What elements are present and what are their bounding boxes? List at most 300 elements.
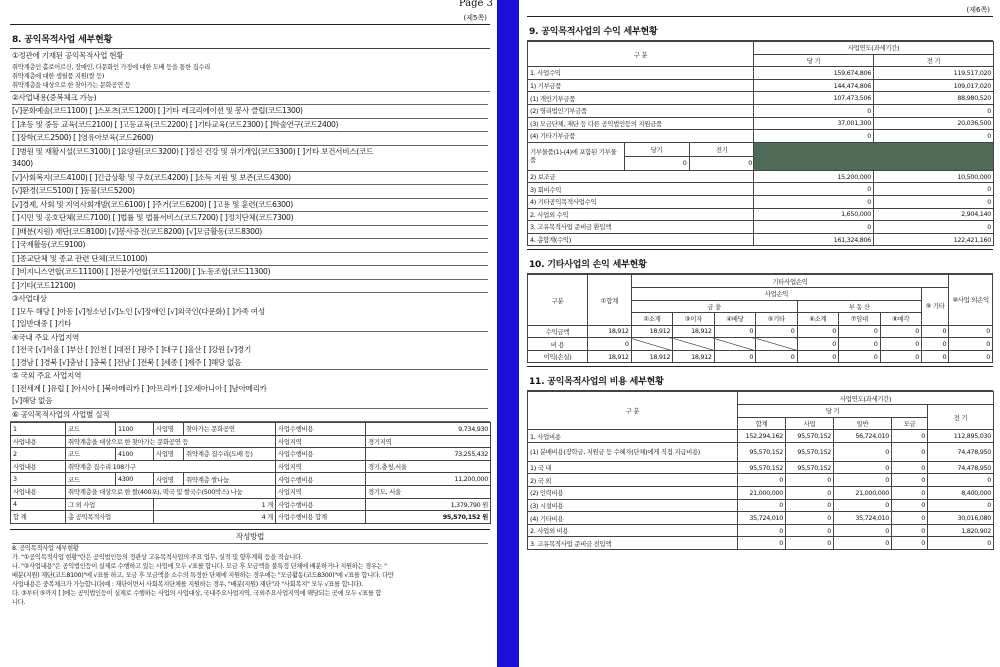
s2-line: [ ]국제활동(코드9100) (12, 239, 488, 253)
cell-value: 0 (756, 325, 797, 338)
project-no: 2 (11, 448, 66, 461)
cell-value: 0 (921, 338, 948, 351)
s2-line: [ ]배분(지원) 재단(코드8100) [√]봉사증진(코드8200) [√]모금활동(코드8300) (12, 226, 488, 240)
blue-divider (497, 0, 519, 667)
sub-header: ②소계 (631, 313, 672, 326)
row-label: 1. 사업수익 (528, 67, 754, 80)
content-label: 사업내용 (11, 485, 66, 498)
table-row (11, 485, 491, 498)
project-code: 4100 (116, 448, 154, 461)
cell-value: 0 (892, 442, 928, 461)
cur-value: 0 (754, 195, 874, 208)
cell-value: 18,912 (673, 350, 714, 363)
shaded-cell (754, 142, 994, 170)
row-label: 비 용 (528, 338, 588, 351)
kind-header: 구 분 (528, 42, 754, 67)
guide-block (10, 529, 490, 609)
cell-value: 0 (892, 537, 928, 550)
project-content: 취약계층을 대상으로 한 쌀(400포), 떡국 및 쌀국수(500박스) 나눔 (66, 485, 276, 498)
s6-title: ⑥ 공익목적사업의 사업별 실적 (10, 409, 490, 423)
content-label: 사업내용 (11, 435, 66, 448)
in-kind-label: 기부물품(1)-(4)에 포함된 기부물품 (528, 143, 624, 170)
cell-value: 0 (834, 461, 892, 474)
prev-value: 0 (874, 130, 994, 143)
cell-value: 0 (588, 338, 632, 351)
section-9-title: 9. 공익목적사업의 수익 세부현황 (527, 16, 993, 41)
row-label: (4) 기타기부금품 (528, 130, 754, 143)
cell-value: 0 (714, 325, 755, 338)
other-unit: 개 (267, 500, 273, 509)
cell-value: 95,570,152 (786, 461, 834, 474)
project-no: 3 (11, 473, 66, 486)
section-9 (527, 16, 993, 550)
cell-value: 0 (786, 537, 834, 550)
won-unit: 원 (482, 500, 488, 509)
expense-table (527, 391, 994, 550)
sub-header: ⑤기타 (756, 313, 797, 326)
cell-value: 0 (928, 474, 994, 487)
row-label: 2) 국 외 (528, 474, 738, 487)
s4-title: ④국내 주요 사업지역 (12, 332, 80, 342)
total-count-cell (154, 511, 276, 524)
name-label: 사업명 (154, 448, 184, 461)
cell-value: 0 (839, 325, 880, 338)
cost-label: 사업수행비용 (276, 473, 366, 486)
project-name: 취약계층 집수리(도배 등) (184, 448, 276, 461)
cell-value: 0 (892, 487, 928, 500)
sub-header: ③이자 (673, 313, 714, 326)
section-11-title: 11. 공익목적사업의 비용 세부현황 (527, 366, 993, 391)
sub-header: 사업 (786, 417, 834, 430)
row-label: (2) 인력비용 (528, 487, 738, 500)
cell-value: 0 (786, 512, 834, 525)
prev-value: 10,500,000 (874, 170, 994, 183)
cell-value: 0 (834, 442, 892, 461)
table-row (11, 511, 491, 524)
form-number: (제5쪽) (463, 14, 487, 22)
prev-header: 전 기 (874, 54, 994, 67)
s2-line: [ ]시민 및 옹호단체(코드7100) [ ]법률 및 법률서비스(코드7200) [ ]정치단체(코드7300) (12, 212, 488, 226)
sub-header: ⑥소계 (797, 313, 838, 326)
name-label: 사업명 (154, 473, 184, 486)
table-row (528, 499, 994, 512)
s2-line: [ ]기타(코드12100) (12, 280, 488, 294)
nonbiz-header: ⑩사업 외손익 (949, 275, 993, 325)
table-row (528, 183, 994, 196)
row-label: 2. 사업외 비용 (528, 524, 738, 537)
total-cost-cell (366, 511, 491, 524)
cell-value: 30,016,080 (928, 512, 994, 525)
row-label: 수익금액 (528, 325, 588, 338)
cur-value: 0 (754, 130, 874, 143)
cell-value: 1,820,902 (928, 524, 994, 537)
cur-header: 당 기 (738, 405, 928, 418)
guide-line: 배분(지원) 재단(코드8100)"에 √표를 하고, 모금 후 모금액을 소수의 특정한 단체에 지원하는 경우에는 "모금활동(코드8300)"에 √표를 합니다. 다만 (12, 572, 394, 580)
s1-block (10, 49, 490, 92)
table-row (528, 221, 994, 234)
guide-title: 작성방법 (12, 531, 488, 545)
code-label: 코드 (66, 473, 116, 486)
other-col-header: ⑨ 기타 (921, 287, 948, 325)
table-row (528, 474, 994, 487)
total-text: 총 공익목적사업 (66, 511, 154, 524)
table-row (528, 233, 994, 246)
prev-value: 122,421,160 (874, 233, 994, 246)
cell-value: 0 (949, 338, 993, 351)
other-no: 4 (11, 498, 66, 511)
kind-header: 구분 (528, 275, 588, 325)
cell-value: 35,724,010 (834, 512, 892, 525)
prev-value: 0 (874, 221, 994, 234)
cur-value: 0 (754, 221, 874, 234)
prev-value: 20,036,500 (874, 117, 994, 130)
table-row (528, 442, 994, 461)
s2-line: [√]사회복지(코드4100) [ ]긴급상황 및 구호(코드4200) [ ]소득 지원 및 보존(코드4300) (12, 172, 488, 186)
cell-value: 0 (892, 461, 928, 474)
cell-value: 95,570,152 (786, 430, 834, 443)
project-no: 1 (11, 423, 66, 436)
won-unit: 원 (482, 513, 488, 522)
sub-header: 합계 (738, 417, 786, 430)
other-business-header: 기타사업손익 (631, 275, 949, 288)
s3-line: [ ]모두 해당 [ ]아동 [√]청소년 [√]노인 [√]장애인 [√]외국인(다문화) [ ]가족 여성 (12, 306, 265, 316)
cell-value: 0 (738, 524, 786, 537)
section-10-title: 10. 기타사업의 손익 세부현황 (527, 249, 993, 274)
prev-value: 0 (874, 104, 994, 117)
row-label: 4. 총합계(수익) (528, 233, 754, 246)
in-kind-cur-value: 0 (624, 156, 689, 170)
page-label: Page 3 (458, 0, 493, 9)
table-row (528, 537, 994, 550)
cur-value: 15,200,000 (754, 170, 874, 183)
row-label: (2) 영리법인기부금품 (528, 104, 754, 117)
other-cost-cell (366, 498, 491, 511)
cell-value: 0 (714, 350, 755, 363)
cell-value: 0 (839, 338, 880, 351)
cell-value: 0 (921, 350, 948, 363)
s1-line: 취약계층을 대상으로 한 찾아가는 문화공연 등 (12, 81, 131, 89)
s5-block (10, 370, 490, 409)
row-label: 3) 회비수익 (528, 183, 754, 196)
table-row (11, 435, 491, 448)
cell-value: 0 (928, 537, 994, 550)
name-label: 사업명 (154, 423, 184, 436)
table-row (528, 325, 993, 338)
cell-value: 0 (892, 512, 928, 525)
cell-value: 0 (949, 325, 993, 338)
business-header: 사업손익 (631, 287, 921, 300)
s2-line: [ ]비지니스연합(코드11100) [ ]전문가연합(코드11200) [ ]노동조합(코드11300) (12, 266, 488, 280)
year-header: 사업연도(과세기간) (738, 392, 994, 405)
sub-header: ⑧매각 (880, 313, 921, 326)
table-row (11, 498, 491, 511)
s2-line: [√]문화예술(코드1100) [ ]스포츠(코드1200) [ ]기타 레크리에이션 및 봉사 클럽(코드1300) (12, 105, 488, 119)
project-table (10, 422, 491, 524)
cur-value: 1,650,000 (754, 208, 874, 221)
row-label: 1) 기부금품 (528, 79, 754, 92)
cell-value: 0 (834, 474, 892, 487)
cur-header: 당 기 (754, 54, 874, 67)
s2-line: 3400) (12, 158, 488, 172)
diagonal-cell (756, 338, 797, 351)
code-label: 코드 (66, 423, 116, 436)
row-label: (3) 모금단체, 재단 등 다른 공익법인등의 지원금품 (528, 117, 754, 130)
project-name: 찾아가는 문화공연 (184, 423, 276, 436)
guide-line: 나. "②사업내용"은 공익법인등이 실제로 수행하고 있는 사업에 모두 √표를 합니다. 모금 후 모금액을 불특정 단체에 배분하거나 지원하는 경우는 " (12, 563, 387, 571)
project-cost: 9,734,930 (366, 423, 491, 436)
cell-value: 0 (839, 350, 880, 363)
project-region: 경기도, 서울 (366, 485, 491, 498)
s4-line: [ ]경남 [ ]경북 [√]충남 [ ]충북 [ ]전남 [ ]전북 [ ]세종 [ ]제주 [ ]해당 없음 (12, 357, 488, 371)
project-content: 취약계층 집수리 108가구 (66, 460, 276, 473)
project-region: 경기지역 (366, 435, 491, 448)
in-kind-prev-header: 전기 (689, 143, 754, 157)
table-row (528, 195, 994, 208)
region-label: 사업지역 (276, 460, 366, 473)
cur-value: 0 (754, 183, 874, 196)
cur-value: 144,474,806 (754, 79, 874, 92)
prev-value: 0 (874, 183, 994, 196)
row-label: 이익(손실) (528, 350, 588, 363)
project-code: 4300 (116, 473, 154, 486)
s2-line: [√]환경(코드5100) [ ]동물(코드5200) (12, 185, 488, 199)
cell-value: 0 (797, 350, 838, 363)
table-row (528, 92, 994, 105)
in-kind-cur-header: 당기 (624, 143, 689, 157)
other-cost: 1,379,790 (450, 500, 481, 509)
s2-title: ②사업내용(중복체크 가능) (12, 92, 488, 106)
cell-value: 0 (892, 474, 928, 487)
section-8-title: 8. 공익목적사업 세부현황 (10, 24, 490, 49)
table-row (528, 512, 994, 525)
s2-line: [√]경제, 사회 및 지역사회개발(코드6100) [ ]주거(코드6200) [ ]고용 및 훈련(코드6300) (12, 199, 488, 213)
content-label: 사업내용 (11, 460, 66, 473)
table-row (11, 473, 491, 486)
s1-line: 취약계층인 홀로어르신, 장애인, 다문화인 가정에 대한 도배 등을 통한 집수리 (12, 63, 210, 71)
table-header-row (528, 42, 994, 55)
table-row (528, 430, 994, 443)
section-8 (10, 24, 490, 608)
prev-header: 전 기 (928, 405, 994, 430)
project-cost: 11,200,000 (366, 473, 491, 486)
cell-value: 8,400,000 (928, 487, 994, 500)
cell-value: 0 (786, 487, 834, 500)
row-label: (4) 기타비용 (528, 512, 738, 525)
cell-value: 18,912 (673, 325, 714, 338)
table-row (528, 142, 994, 170)
region-label: 사업지역 (276, 485, 366, 498)
cell-value: 0 (892, 524, 928, 537)
table-row (528, 117, 994, 130)
cell-value: 95,570,152 (786, 442, 834, 461)
project-code: 1100 (116, 423, 154, 436)
row-label: 2. 사업외 수익 (528, 208, 754, 221)
cell-value: 18,912 (631, 350, 672, 363)
project-region: 경기,충청,서울 (366, 460, 491, 473)
cell-value: 0 (880, 338, 921, 351)
cell-value: 0 (880, 325, 921, 338)
table-row (11, 423, 491, 436)
cell-value: 0 (756, 350, 797, 363)
table-row (528, 170, 994, 183)
prev-value: 109,017,020 (874, 79, 994, 92)
table-header-row (528, 275, 993, 288)
cell-value: 95,570,152 (738, 461, 786, 474)
guide-line: 다. ③부터 ⑤까지 [ ]에는 공익법인등이 실제로 수행하는 사업의 사업대상, 국내주요사업지역, 국외주요사업지역에 해당되는 곳에 모두 √표를 합 (12, 590, 382, 598)
table-row (528, 338, 993, 351)
in-kind-prev-value: 0 (689, 156, 754, 170)
cell-value: 0 (892, 499, 928, 512)
table-row (528, 524, 994, 537)
row-label: 3. 고유목적사업 준비금 전입액 (528, 537, 738, 550)
table-header-row (528, 392, 994, 405)
cell-value: 0 (892, 430, 928, 443)
s1-line: 취약계층에 대한 생필품 지원(쌀 등) (12, 72, 105, 80)
total-cost: 95,570,152 (442, 513, 481, 522)
cur-value: 0 (754, 104, 874, 117)
table-row (528, 461, 994, 474)
revenue-table (527, 41, 994, 246)
table-row (11, 460, 491, 473)
s2-block (10, 92, 490, 294)
right-page (519, 0, 1000, 667)
guide-line: 사업내용은 중복체크가 가능합니다(예 : 재단이면서 사회복지단체를 지원하는 경우, "배분(지원) 재단"과 "사회복지" 모두 √표를 합니다). (12, 581, 363, 589)
other-count: 1 (261, 500, 266, 509)
sub-header: 일반 (834, 417, 892, 430)
prev-value: 88,980,520 (874, 92, 994, 105)
kind-header: 구 분 (528, 392, 738, 430)
cur-value: 159,674,806 (754, 67, 874, 80)
cell-value: 21,000,000 (738, 487, 786, 500)
cell-value: 0 (928, 499, 994, 512)
s3-line: [ ]일반대중 [ ]기타 (12, 318, 488, 332)
s2-line: [ ]초등 및 중등 교육(코드2100) [ ]고등교육(코드2200) [ ]기타교육(코드2300) [ ]학술연구(코드2400) (12, 119, 488, 133)
cell-value: 0 (834, 499, 892, 512)
row-label: (1) 개인기부금품 (528, 92, 754, 105)
cell-value: 0 (921, 325, 948, 338)
row-label: 1. 사업비용 (528, 430, 738, 443)
s4-block (10, 332, 490, 371)
row-label: 4) 기타공익목적사업수익 (528, 195, 754, 208)
table-row (528, 208, 994, 221)
cell-value: 0 (797, 338, 838, 351)
prev-value: 119,517,020 (874, 67, 994, 80)
in-kind-subtable (528, 143, 754, 170)
cell-value: 112,895,030 (928, 430, 994, 443)
cell-value: 0 (786, 524, 834, 537)
table-row (528, 104, 994, 117)
sub-header: 모금 (892, 417, 928, 430)
cell-value: 21,000,000 (834, 487, 892, 500)
form-number: (제6쪽) (966, 6, 990, 14)
row-label: (1) 분배비용(장학금, 지원금 등 수혜자(단체)에게 직접 지급비용) (528, 442, 738, 461)
s3-block (10, 293, 490, 332)
cur-value: 37,001,300 (754, 117, 874, 130)
cell-value: 95,570,152 (738, 442, 786, 461)
in-kind-cell (528, 142, 754, 170)
s3-title: ③사업대상 (12, 294, 47, 303)
cell-value: 0 (738, 537, 786, 550)
sub-header: ⑦임대 (839, 313, 880, 326)
cell-value: 18,912 (588, 325, 632, 338)
guide-line: 8. 공익목적사업 세부현황 (12, 545, 79, 553)
other-cost-label: 사업수행비용 (276, 498, 366, 511)
total-unit: 개 (267, 513, 273, 522)
s2-line: [ ]종교단체 및 종교 관련 단체(코드10100) (12, 253, 488, 267)
region-label: 사업지역 (276, 435, 366, 448)
table-row (528, 487, 994, 500)
row-label: (3) 시설비용 (528, 499, 738, 512)
cell-value: 74,478,950 (928, 461, 994, 474)
cell-value: 74,478,950 (928, 442, 994, 461)
s1-title: ①정관에 기재된 공익목적사업 현황 (12, 51, 124, 60)
project-name: 취약계층 쌀나눔 (184, 473, 276, 486)
left-page (0, 0, 497, 667)
cell-value: 0 (786, 499, 834, 512)
cell-value: 0 (880, 350, 921, 363)
other-label: 그 외 사업 (66, 498, 154, 511)
realestate-header: 부 동 산 (797, 300, 921, 313)
cell-value: 35,724,010 (738, 512, 786, 525)
total-label: 합 계 (11, 511, 66, 524)
guide-line: 니다. (12, 599, 26, 607)
row-label: 2) 보조금 (528, 170, 754, 183)
cell-value: 0 (834, 524, 892, 537)
cell-value: 0 (797, 325, 838, 338)
project-content: 취약계층을 대상으로 한 찾아가는 문화공연 등 (66, 435, 276, 448)
other-business-table (527, 274, 993, 363)
row-label: 1) 국 내 (528, 461, 738, 474)
prev-value: 0 (874, 195, 994, 208)
cell-value: 18,912 (631, 325, 672, 338)
table-row (11, 448, 491, 461)
finance-header: 금 융 (631, 300, 797, 313)
s2-line: [ ]병원 및 재활시설(코드3100) [ ]요양원(코드3200) [ ]정신 건강 및 위기개입(코드3300) [ ]기타 보건서비스(코드 (12, 146, 374, 156)
cell-value: 152,294,162 (738, 430, 786, 443)
diagonal-cell (673, 338, 714, 351)
cell-value: 56,724,010 (834, 430, 892, 443)
guide-line: 가. "①공익목적사업 현황"란은 공익법인등의 정관상 고유목적사업의 주요 업무, 실적 및 향후계획 등을 적습니다. (12, 554, 303, 562)
cell-value: 0 (786, 474, 834, 487)
table-row (528, 130, 994, 143)
other-count-cell (154, 498, 276, 511)
total-header: ①합계 (588, 275, 632, 325)
s4-line: [ ]전국 [√]서울 [ ]부산 [ ]인천 [ ]대전 [ ]광주 [ ]대구 [ ]울산 [ ]강원 [√]경기 (12, 345, 251, 354)
total-cost-label: 사업수행비용 합계 (276, 511, 366, 524)
cost-label: 사업수행비용 (276, 423, 366, 436)
cell-value: 0 (738, 474, 786, 487)
prev-value: 2,904,140 (874, 208, 994, 221)
cell-value: 18,912 (588, 350, 632, 363)
s2-line: [ ]장학(코드2500) [ ]영유아보육(코드2600) (12, 132, 488, 146)
table-row (528, 350, 993, 363)
diagonal-cell (631, 338, 672, 351)
cur-value: 161,324,806 (754, 233, 874, 246)
s5-line: [√]해당 없음 (12, 395, 488, 409)
cell-value: 0 (738, 499, 786, 512)
table-row (528, 79, 994, 92)
s5-line: [ ]전세계 [ ]유럽 [ ]아시아 [ ]북아메리카 [ ]아프리카 [ ]오세아니아 [ ]남아메리카 (12, 383, 267, 393)
s5-title: ⑤ 국외 주요 사업지역 (12, 371, 82, 380)
cost-label: 사업수행비용 (276, 448, 366, 461)
diagonal-cell (714, 338, 755, 351)
sub-header: ④배당 (714, 313, 755, 326)
table-row (528, 67, 994, 80)
cur-value: 107,473,506 (754, 92, 874, 105)
total-count: 4 (261, 513, 266, 522)
code-label: 코드 (66, 448, 116, 461)
cell-value: 0 (834, 537, 892, 550)
